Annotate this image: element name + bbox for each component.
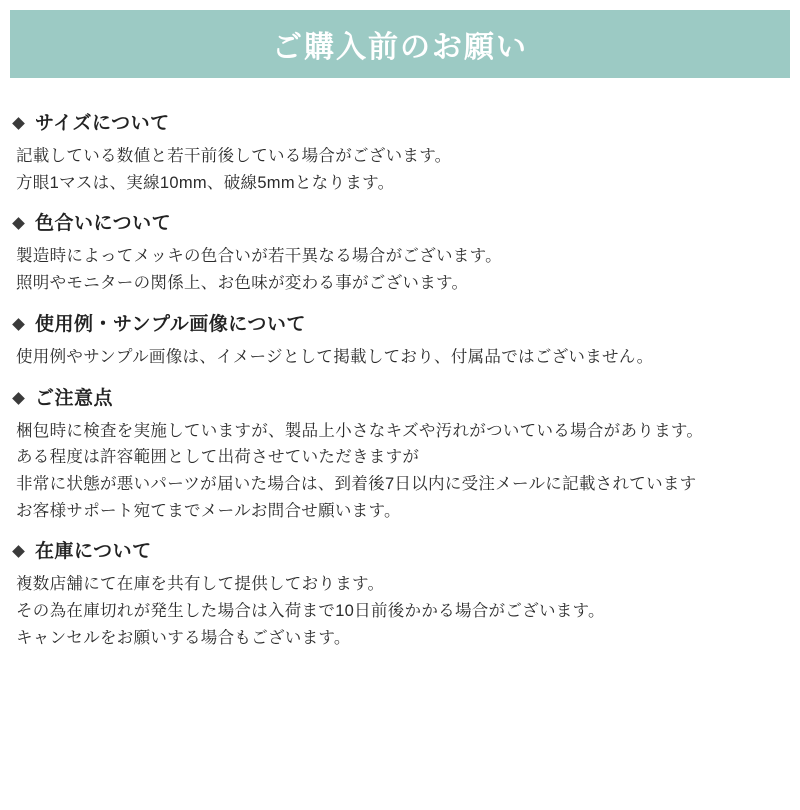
section-heading [14,542,786,561]
body-line: 梱包時に検査を実施していますが、製品上小さなキズや汚れがついている場合があります。 [16,421,704,440]
body-line: 使用例やサンプル画像は、イメージとして掲載しており、付属品ではございません。 [16,347,654,366]
body-line: その為在庫切れが発生した場合は入荷まで10日前後かかる場合がございます。 [16,602,605,621]
notice-section [14,214,786,296]
section-heading-label: 色合いについて [35,213,172,235]
section-body [14,143,786,196]
notice-content [0,78,800,652]
section-heading-label: 使用例・サンプル画像について [35,313,306,335]
diamond-icon [12,218,25,231]
body-line: 複数店舗にて在庫を共有して提供しております。 [16,575,385,594]
notice-page [0,10,800,810]
section-body [14,571,786,651]
notice-section [14,114,786,196]
section-heading [14,315,786,334]
body-line: キャンセルをお願いする場合もございます。 [16,628,351,647]
section-heading-label: 在庫について [35,541,152,563]
section-body [14,418,786,525]
notice-section [14,389,786,525]
section-heading-label: サイズについて [35,113,170,134]
section-heading-label: ご注意点 [35,387,114,409]
diamond-icon [12,318,25,331]
page-title: ご購入前のお願い [272,31,528,64]
section-heading [14,214,786,233]
section-heading [14,389,786,408]
body-line: 照明やモニターの関係上、お色味が変わる事がございます。 [16,274,469,293]
notice-section [14,542,786,651]
notice-section [14,315,786,371]
body-line: お客様サポート宛てまでメールお問合せ願います。 [16,501,401,520]
diamond-icon [12,117,25,130]
section-body [14,344,786,371]
body-line: 方眼1マスは、実線10mm、破線5mmとなります。 [16,173,395,192]
diamond-icon [12,546,25,559]
section-heading [14,114,786,133]
section-body [14,243,786,296]
body-line: 製造時によってメッキの色合いが若干異なる場合がございます。 [16,247,502,266]
body-line: 記載している数値と若干前後している場合がございます。 [16,147,452,165]
body-line: ある程度は許容範囲として出荷させていただきますが [16,448,420,467]
body-line: 非常に状態が悪いパーツが届いた場合は、到着後7日以内に受注メールに記載されています [16,475,697,494]
diamond-icon [12,392,25,405]
page-header-band [10,10,790,78]
